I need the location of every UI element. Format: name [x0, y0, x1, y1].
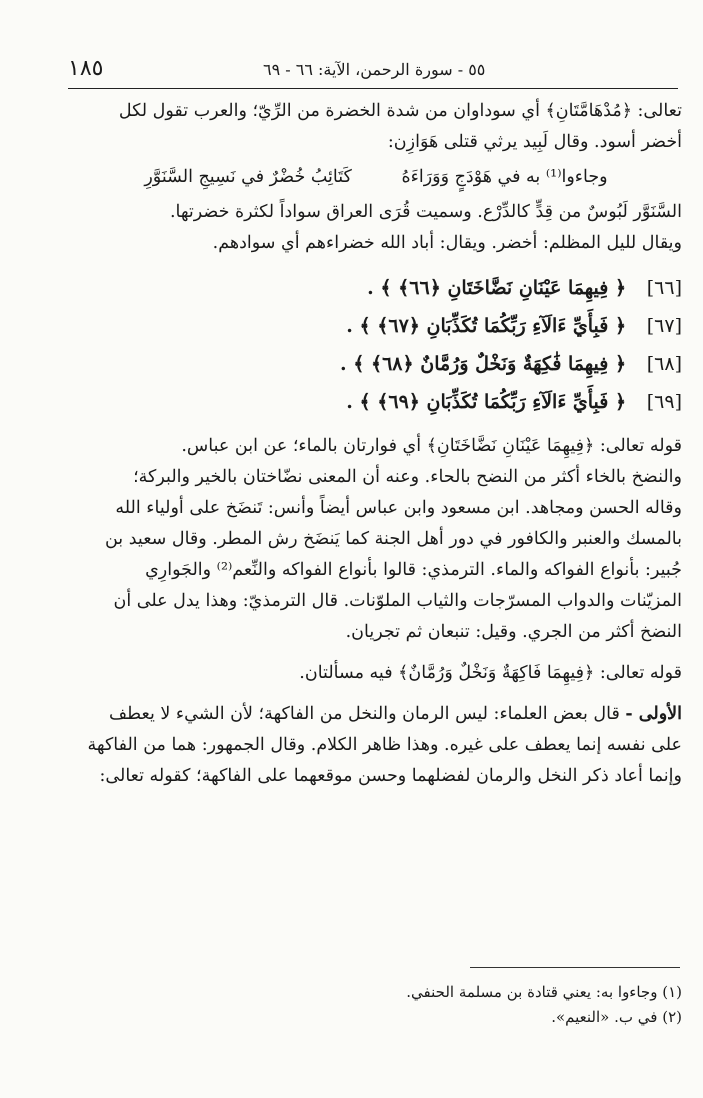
masala-first	[70, 699, 682, 792]
intro-line-2: أخضر أسود. وقال لَبِيد يرثي قتلى هَوَازِن:	[387, 132, 682, 152]
ayah-text: ﴿ فَبِأَيِّ ءَالَآءِ رَبِّكُمَا تُكَذِّبَانِ ﴿٦٩﴾ ﴾ .	[346, 391, 627, 413]
ayah-number: [٦٩]	[646, 391, 682, 413]
tafsir-line: المزيّنات والدواب المسرّجات والثياب الملوّنات. قال الترمذيّ: وهذا يدل على أن	[113, 591, 682, 611]
intro-line-1: تعالى: ﴿مُدْهَامَّتَانِ﴾ أي سوداوان من شدة الخضرة من الرِّيّ؛ والعرب تقول لكل	[118, 101, 682, 121]
ayah-text: ﴿ فِيهِمَا فَٰكِهَةٌ وَنَخْلٌ وَرُمَّانٌ ﴿٦٨﴾ ﴾ .	[339, 353, 627, 375]
ayah-67	[70, 307, 682, 345]
intro-line-4: ويقال لليل المظلم: أخضر. ويقال: أباد الله خضراءهم أي سوادهم.	[212, 233, 682, 253]
footnote-2: (٢) في ب. «النعيم».	[551, 1008, 682, 1026]
poetry-verse	[70, 162, 682, 193]
ayat-list	[70, 269, 682, 421]
tafsir-paragraph-1	[70, 431, 682, 648]
page-number: ١٨٥	[68, 56, 104, 81]
footnote-separator	[470, 967, 680, 968]
ayah-68	[70, 345, 682, 383]
masala-line: على نفسه إنما يعطف على غيره. وهذا ظاهر الكلام. وقال الجمهور: هما من الفاكهة	[87, 735, 682, 755]
footnotes	[70, 980, 682, 1030]
tafsir-line: النضخ أكثر من الجري. وقيل: تنبعان ثم تجريان.	[345, 622, 682, 642]
ayah-number: [٦٨]	[646, 353, 682, 375]
masala-line: وإنما أعاد ذكر النخل والرمان لفضلهما وحسن موقعهما على الفاكهة؛ كقوله تعالى:	[99, 766, 682, 786]
page-header	[68, 56, 678, 89]
ayah-66	[70, 269, 682, 307]
sura-reference: ٥٥ - سورة الرحمن، الآية: ٦٦ - ٦٩	[263, 60, 486, 79]
tafsir-line: والنضخ بالخاء أكثر من النضح بالحاء. وعنه أن المعنى نضّاختان بالخير والبركة؛	[133, 467, 682, 487]
verse-hemistich-left: كَتَائِبُ خُضْرٌ في نَسِيجِ السَّنَوَّرِ	[144, 167, 352, 187]
main-text	[70, 96, 682, 792]
verse-hemistich-right: وجاءوا⁽¹⁾ به في هَوْدَجٍ وَوَرَاءَهُ	[401, 167, 608, 187]
ayah-text: ﴿ فِيهِمَا عَيْنَانِ نَضَّاخَتَانِ ﴿٦٦﴾ ﴾ .	[367, 277, 627, 299]
masala-title: الأولى -	[625, 704, 682, 724]
masala-line: قال بعض العلماء: ليس الرمان والنخل من الفاكهة؛ لأن الشيء لا يعطف	[109, 704, 626, 724]
ayah-69	[70, 383, 682, 421]
ayah-number: [٦٦]	[646, 277, 682, 299]
tafsir-paragraph-2: قوله تعالى: ﴿فِيهِمَا فَاكِهَةٌ وَنَخْلٌ وَرُمَّانٌ﴾ فيه مسألتان.	[299, 663, 682, 683]
tafsir-line: وقاله الحسن ومجاهد. ابن مسعود وابن عباس أيضاً وأنس: تَنضَخ على أولياء الله	[115, 498, 682, 518]
tafsir-line: بالمسك والعنبر والكافور في دور أهل الجنة كما يَنضَخ رش المطر. وقال سعيد بن	[104, 529, 682, 549]
footnote-1: (١) وجاءوا به: يعني قتادة بن مسلمة الحنفي.	[406, 983, 682, 1001]
tafsir-line: جُبير: بأنواع الفواكه والماء. الترمذي: قالوا بأنواع الفواكه والنِّعم⁽²⁾ والجَوارِي	[145, 560, 682, 580]
ayah-number: [٦٧]	[646, 315, 682, 337]
intro-line-3: السَّنَوَّر لَبُوسٌ من قِدٍّ كالدِّرْع. وسميت قُرَى العراق سواداً لكثرة خضرتها.	[169, 202, 682, 222]
ayah-text: ﴿ فَبِأَيِّ ءَالَآءِ رَبِّكُمَا تُكَذِّبَانِ ﴿٦٧﴾ ﴾ .	[346, 315, 627, 337]
tafsir-line: قوله تعالى: ﴿فِيهِمَا عَيْنَانِ نَضَّاخَتَانِ﴾ أي فوارتان بالماء؛ عن ابن عباس.	[181, 436, 682, 456]
